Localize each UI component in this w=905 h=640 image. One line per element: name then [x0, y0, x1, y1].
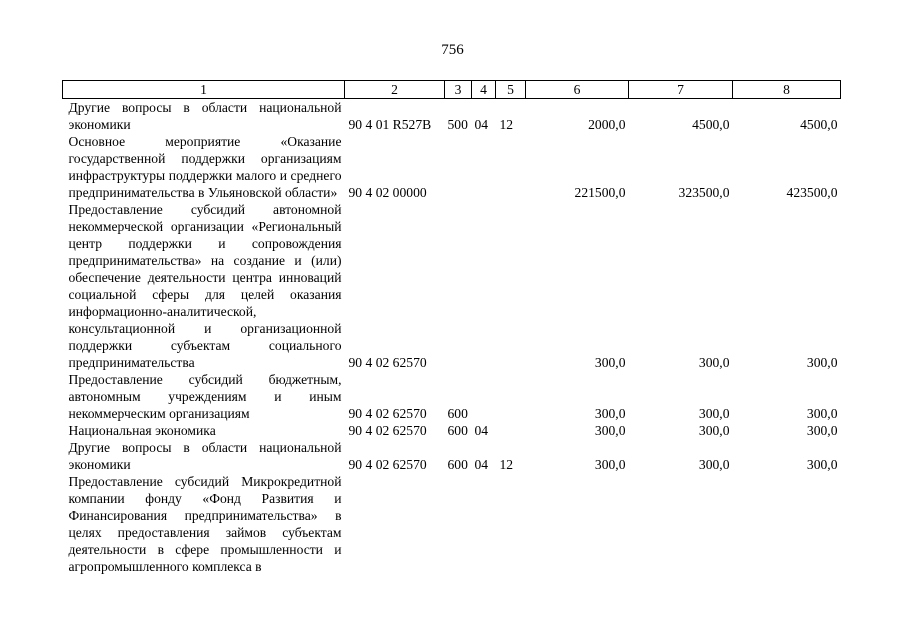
row-name: Другие вопросы в области национальной экономики	[68, 440, 342, 472]
row-section: 04	[474, 457, 489, 472]
row-expense-type	[445, 133, 472, 201]
row-subsection	[496, 371, 526, 422]
row-section: 04	[474, 117, 489, 132]
row-section	[472, 371, 496, 422]
row-subsection	[496, 201, 526, 371]
row-amount-col8: 423500,0	[786, 185, 838, 200]
row-name: Предоставление субсидий бюджетным, автономным учреждениям и иным некоммерческим организациям	[68, 372, 342, 421]
column-header-8: 8	[733, 81, 841, 99]
row-amount-col6: 300,0	[594, 355, 626, 370]
row-name: Предоставление субсидий автономной некоммерческой организации «Региональный центр поддержки и сопровождения предпринимательства» на создание и (или) обеспечение деятельности центра инноваций социальной сферы для целей оказания информационно-аналитической, консультационной и организационной поддержки субъектам социального предпринимательства	[68, 202, 342, 370]
row-name: Другие вопросы в области национальной экономики	[68, 100, 342, 132]
row-name: Основное мероприятие «Оказание государственной поддержки организациям инфраструктуры поддержки малого и среднего предпринимательства в Ульяновской области»	[68, 134, 342, 200]
row-section: 04	[474, 423, 489, 438]
row-expense-type: 600	[447, 457, 468, 472]
column-header-3: 3	[445, 81, 472, 99]
row-amount-col8: 300,0	[806, 457, 838, 472]
row-subsection	[496, 473, 526, 575]
column-header-6: 6	[526, 81, 629, 99]
row-amount-col6: 300,0	[594, 423, 626, 438]
row-amount-col8: 300,0	[806, 423, 838, 438]
row-section	[472, 473, 496, 575]
row-expense-type: 600	[447, 423, 468, 438]
row-target-article	[345, 473, 445, 575]
table-row	[63, 422, 841, 439]
table-row	[63, 133, 841, 201]
row-amount-col7: 300,0	[698, 423, 730, 438]
table-row	[63, 473, 841, 575]
row-target-article: 90 4 02 62570	[348, 457, 427, 472]
row-target-article: 90 4 02 00000	[348, 185, 427, 200]
row-expense-type	[445, 473, 472, 575]
row-target-article: 90 4 02 62570	[348, 355, 427, 370]
row-expense-type: 500	[447, 117, 468, 132]
column-header-7: 7	[629, 81, 733, 99]
row-amount-col8	[733, 473, 841, 575]
table-header-row	[63, 81, 841, 99]
row-amount-col7: 300,0	[698, 355, 730, 370]
table-row	[63, 99, 841, 134]
row-amount-col8: 4500,0	[800, 117, 838, 132]
table-row	[63, 201, 841, 371]
table-row	[63, 439, 841, 473]
row-amount-col7: 300,0	[698, 406, 730, 421]
page-number: 756	[441, 42, 464, 58]
row-subsection	[496, 133, 526, 201]
row-amount-col7: 323500,0	[678, 185, 730, 200]
row-amount-col6: 300,0	[594, 457, 626, 472]
column-header-1: 1	[63, 81, 345, 99]
row-amount-col8: 300,0	[806, 355, 838, 370]
row-expense-type: 600	[447, 406, 468, 421]
row-amount-col6: 221500,0	[574, 185, 626, 200]
row-amount-col6	[526, 473, 629, 575]
row-amount-col7	[629, 473, 733, 575]
column-header-5: 5	[496, 81, 526, 99]
row-amount-col6: 2000,0	[588, 117, 626, 132]
row-target-article: 90 4 01 R527B	[348, 117, 432, 132]
row-amount-col6: 300,0	[594, 406, 626, 421]
column-header-4: 4	[472, 81, 496, 99]
row-subsection: 12	[499, 117, 514, 132]
row-target-article: 90 4 02 62570	[348, 423, 427, 438]
row-amount-col7: 4500,0	[692, 117, 730, 132]
row-subsection	[496, 422, 526, 439]
row-subsection: 12	[499, 457, 514, 472]
row-amount-col7: 300,0	[698, 457, 730, 472]
table-row	[63, 371, 841, 422]
row-expense-type	[445, 201, 472, 371]
column-header-2: 2	[345, 81, 445, 99]
row-section	[472, 201, 496, 371]
budget-table	[62, 80, 841, 575]
row-amount-col8: 300,0	[806, 406, 838, 421]
row-section	[472, 133, 496, 201]
row-name: Предоставление субсидий Микрокредитной компании фонду «Фонд Развития и Финансирования предпринимательства» в целях предоставления займов субъектам деятельности в сфере промышленности и агропромышленного комплекса в	[68, 474, 342, 574]
row-name: Национальная экономика	[68, 423, 216, 438]
row-target-article: 90 4 02 62570	[348, 406, 427, 421]
